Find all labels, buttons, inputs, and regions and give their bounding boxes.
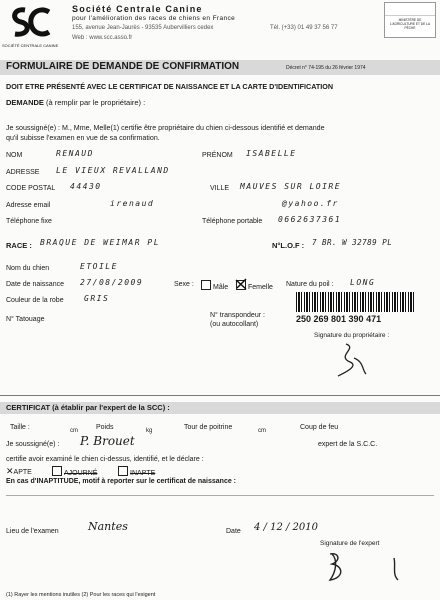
barcode — [296, 292, 414, 312]
soussigne-label: Je soussigné(e) : — [6, 441, 60, 448]
cm-unit-2: cm — [258, 428, 266, 434]
poil-value[interactable]: LONG — [350, 278, 376, 287]
ville-label: VILLE — [210, 185, 230, 192]
cm-unit-1: cm — [70, 428, 78, 434]
email-user[interactable]: irenaud — [110, 199, 155, 208]
tatouage-label: N° Tatouage — [6, 316, 45, 323]
expert-signature — [324, 548, 424, 584]
certificate-heading — [6, 403, 170, 412]
org-phone: Tél. (+33) 01 49 37 56 77 — [270, 25, 338, 31]
org-name: Société Centrale Canine — [72, 4, 203, 14]
transpondeur-label-1: N° transpondeur : — [210, 312, 265, 319]
mobile-label: Téléphone portable — [202, 218, 263, 225]
dog-name-value[interactable]: ETOILE — [80, 262, 118, 271]
declaration-line-1: Je soussigné(e) : M., Mme, Melle(1) certifie être propriétaire du chien ci-dessous identifié et demande — [6, 124, 325, 132]
inaptitude-line — [6, 495, 434, 496]
robe-value[interactable]: GRIS — [84, 294, 110, 303]
femelle-checkbox[interactable] — [236, 280, 273, 291]
transpondeur-number: 250 269 801 390 471 — [296, 314, 382, 324]
sexe-label: Sexe : — [174, 281, 194, 288]
nom-label: NOM — [6, 152, 23, 159]
ajourne-box — [52, 466, 62, 476]
inapte-box — [118, 466, 128, 476]
male-checkbox[interactable] — [201, 280, 228, 291]
certificate-title: CERTIFICAT — [6, 403, 51, 412]
kg-unit: kg — [146, 428, 153, 434]
scc-logo — [5, 4, 55, 44]
prenom-label: PRÉNOM — [202, 152, 233, 159]
apte-label: APTE — [13, 469, 32, 476]
cp-label: CODE POSTAL — [6, 185, 56, 192]
ministry-text: MINISTÈRE DE L'AGRICULTURE ET DE LA PÊCHE — [390, 18, 430, 30]
dog-name-label: Nom du chien — [6, 265, 50, 272]
expert-scc: expert de la S.C.C. — [318, 441, 378, 448]
declaration-line-2: qu'il subisse l'examen en vue de sa confirmation. — [6, 134, 160, 142]
robe-label: Couleur de la robe — [6, 297, 64, 304]
coup-label: Coup de feu — [300, 424, 339, 431]
lieu-value[interactable]: Nantes — [88, 520, 128, 533]
lof-value[interactable]: 7 BR. W 32789 PL — [312, 238, 393, 247]
race-value[interactable]: BRAQUE DE WEIMAR PL — [40, 238, 161, 247]
certificate-subtitle: (à établir par l'expert de la SCC) : — [52, 403, 170, 412]
adresse-value[interactable]: LE VIEUX REVALLAND — [56, 166, 170, 175]
ministry-stamp — [384, 2, 436, 38]
tel-label: Téléphone fixe — [6, 218, 52, 225]
birth-value[interactable]: 27/08/2009 — [80, 278, 144, 287]
poids-label: Poids — [96, 424, 114, 431]
birth-label: Date de naissance — [6, 281, 64, 288]
cp-value[interactable]: 44430 — [70, 182, 102, 191]
section-divider — [0, 395, 440, 396]
prenom-value[interactable]: ISABELLE — [246, 149, 297, 158]
org-address: 155, avenue Jean-Jaurès - 93535 Aubervilliers cedex — [72, 25, 214, 31]
demande-heading — [6, 98, 145, 107]
inapte-check[interactable] — [118, 466, 155, 477]
email-domain[interactable]: @yahoo.fr — [282, 199, 339, 208]
male-label: Mâle — [213, 284, 229, 291]
expert-name[interactable]: P. Brouet — [80, 434, 135, 448]
footer-note: (1) Rayer les mentions inutiles (2) Pour les races qui l'exigent — [6, 592, 156, 598]
ville-value[interactable]: MAUVES SUR LOIRE — [240, 182, 342, 191]
owner-signature — [332, 340, 372, 380]
male-box[interactable] — [201, 280, 211, 290]
ajourne-label: AJOURNÉ — [64, 470, 98, 477]
instruction-text: DOIT ETRE PRÉSENTÉ AVEC LE CERTIFICAT DE NAISSANCE ET LA CARTE D'IDENTIFICATION — [6, 82, 334, 91]
logo-caption: SOCIÉTÉ CENTRALE CANINE — [2, 43, 59, 48]
expert-signature-label: Signature de l'expert — [320, 540, 380, 547]
date-value[interactable]: 4 / 12 / 2010 — [254, 522, 318, 533]
femelle-box-checked[interactable] — [236, 280, 246, 290]
org-tagline: pour l'amélioration des races de chiens en France — [72, 15, 236, 22]
ajourne-check[interactable] — [52, 466, 97, 477]
certify-text: certifie avoir examiné le chien ci-dessus, identifié, et le déclare : — [6, 456, 204, 463]
demande-title: DEMANDE — [6, 98, 44, 107]
lof-label: N°L.O.F : — [272, 241, 305, 250]
transpondeur-label-2: (ou autocollant) — [210, 321, 259, 328]
taille-label: Taille : — [10, 424, 30, 431]
owner-signature-label: Signature du propriétaire : — [314, 332, 390, 339]
poil-label: Nature du poil : — [286, 281, 334, 288]
inapte-label: INAPTE — [130, 470, 156, 477]
form-title: FORMULAIRE DE DEMANDE DE CONFIRMATION — [6, 61, 240, 72]
mobile-value[interactable]: 0662637361 — [278, 215, 342, 224]
decree-reference: Décret n° 74-195 du 26 février 1974 — [286, 65, 366, 71]
race-label: RACE : — [6, 241, 32, 250]
apte-checkmark-icon: ✕ — [6, 466, 14, 476]
nom-value[interactable]: RENAUD — [56, 149, 94, 158]
poitrine-label: Tour de poitrine — [184, 424, 233, 431]
femelle-label: Femelle — [248, 284, 273, 291]
lieu-label: Lieu de l'examen — [6, 528, 59, 535]
date-label: Date — [226, 528, 241, 535]
adresse-label: ADRESSE — [6, 169, 40, 176]
demande-subtitle: (à remplir par le propriétaire) : — [46, 98, 146, 107]
apte-check[interactable] — [6, 466, 32, 477]
email-label: Adresse email — [6, 202, 51, 209]
inaptitude-text: En cas d'INAPTITUDE, motif à reporter sur le certificat de naissance : — [6, 478, 237, 485]
org-web: Web : www.scc.asso.fr — [72, 35, 133, 41]
